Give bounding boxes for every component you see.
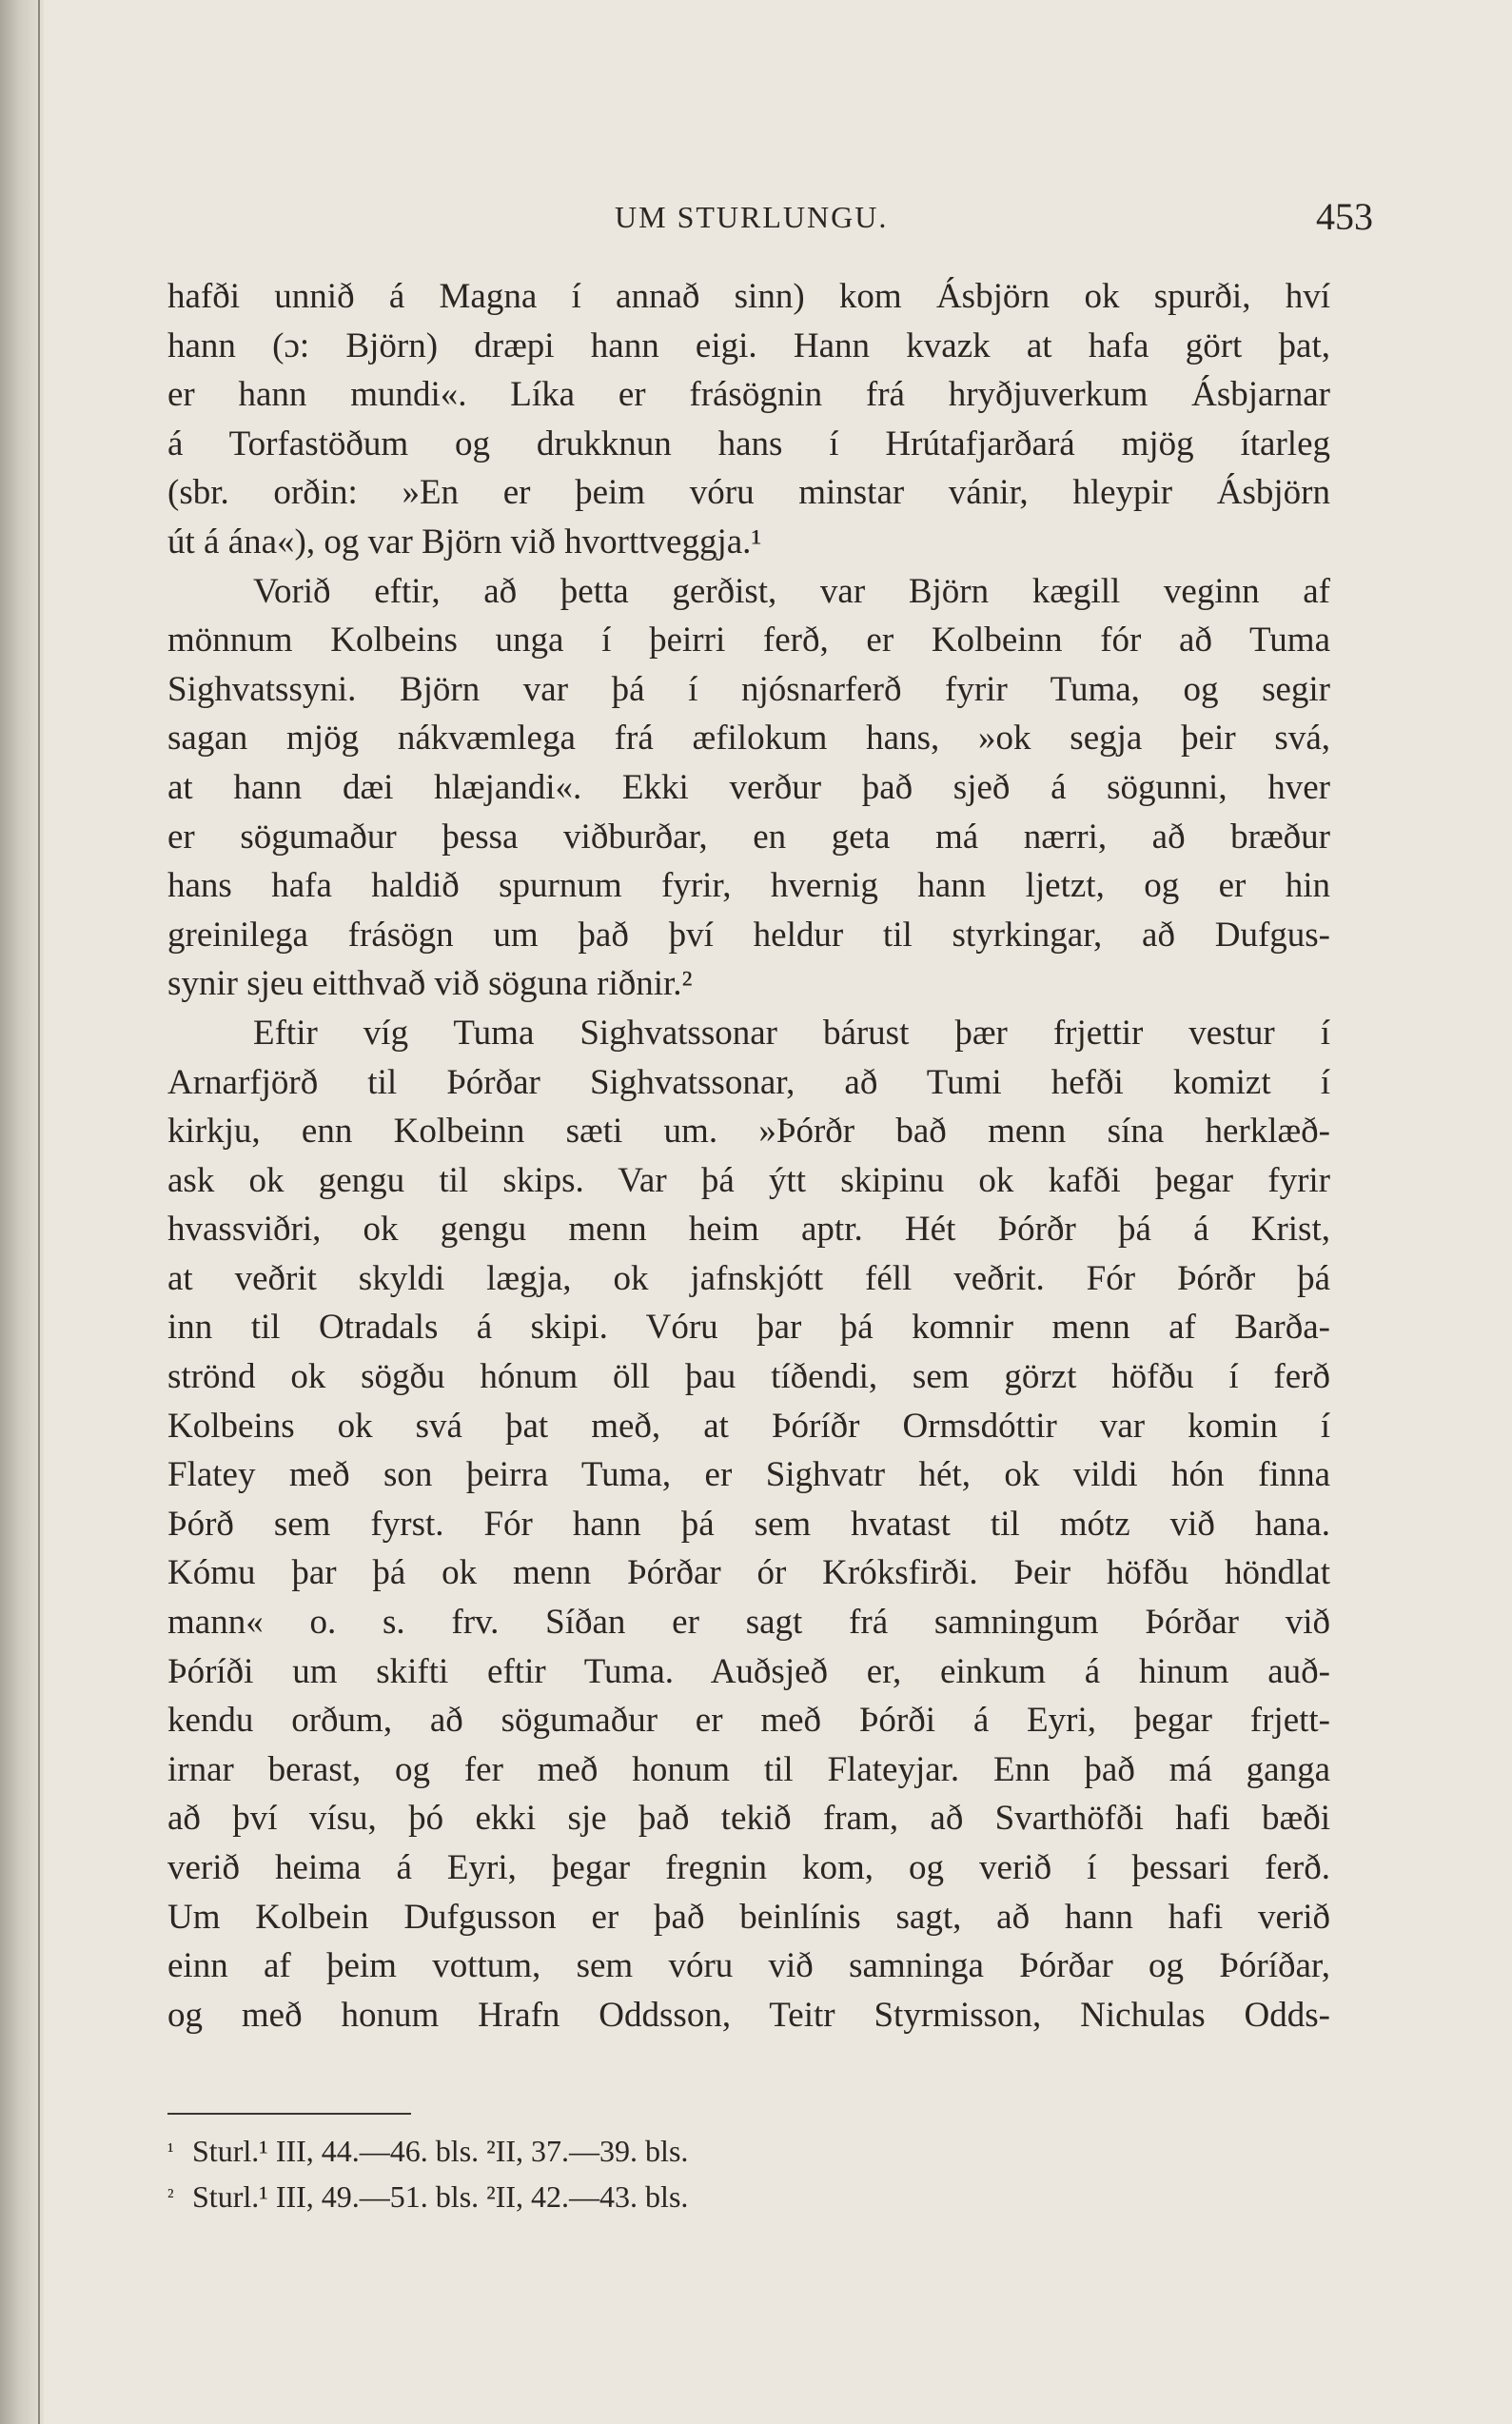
text-line: hafði unnið á Magna í annað sinn) kom Ásbjörn ok spurði, hví [167,277,1330,316]
text-line: Um Kolbein Dufgusson er það beinlínis sagt, að hann hafi verið [167,1897,1330,1937]
text-line: Kolbeins ok svá þat með, at Þóríðr Ormsdóttir var komin í [167,1406,1330,1446]
text-line: út á ána«), og var Björn við hvorttveggja.¹ [167,522,762,562]
page-number: 453 [1316,195,1373,238]
footnote-1 [167,2128,1330,2174]
footnotes [167,2128,1330,2219]
text-line: mann« o. s. frv. Síðan er sagt frá samningum Þórðar við [167,1603,1330,1643]
text-line: strönd ok sögðu hónum öll þau tíðendi, sem görzt höfðu í ferð [167,1357,1330,1397]
text-line: Þóríði um skifti eftir Tuma. Auðsjeð er, einkum á hinum auð- [167,1651,1330,1691]
body-text [167,272,1330,2040]
text-line: að því vísu, þó ekki sje það tekið fram, að Svarthöfði hafi bæði [167,1799,1330,1839]
text-line: kendu orðum, að sögumaður er með Þórði á Eyri, þegar frjett- [167,1701,1330,1741]
running-head: UM STURLUNGU. [615,200,889,234]
text-line: og með honum Hrafn Oddsson, Teitr Styrmisson, Nichulas Odds- [167,1995,1330,2035]
text-line: Kómu þar þá ok menn Þórðar ór Króksfirði. Þeir höfðu höndlat [167,1553,1330,1593]
text-line: er sögumaður þessa viðburðar, en geta má nærri, að bræður [167,817,1330,857]
text-line: einn af þeim vottum, sem vóru við samninga Þórðar og Þóríðar, [167,1946,1330,1986]
text-line: Vorið eftir, að þetta gerðist, var Björn kægill veginn af [253,571,1330,611]
text-line: sagan mjög nákvæmlega frá æfilokum hans, »ok segja þeir svá, [167,719,1330,759]
text-line: ask ok gengu til skips. Var þá ýtt skipinu ok kafði þegar fyrir [167,1160,1330,1200]
text-line: Flatey með son þeirra Tuma, er Sighvatr hét, ok vildi hón finna [167,1455,1330,1495]
text-line: kirkju, enn Kolbeinn sæti um. »Þórðr bað menn sína herklæð- [167,1112,1330,1152]
text-line: at veðrit skyldi lægja, ok jafnskjótt féll veðrit. Fór Þórðr þá [167,1258,1330,1298]
text-line: Sighvatssyni. Björn var þá í njósnarferð fyrir Tuma, og segir [167,669,1330,709]
text-line: greinilega frásögn um það því heldur til styrkingar, að Dufgus- [167,915,1330,955]
footnote-2 [167,2174,1330,2219]
text-line: Þórð sem fyrst. Fór hann þá sem hvatast til mótz við hana. [167,1504,1330,1544]
footnote-text: Sturl.¹ III, 44.—46. bls. ²II, 37.—39. bls. [192,2134,689,2168]
text-line: á Torfastöðum og drukknun hans í Hrútafjarðará mjög ítarleg [167,424,1330,463]
gutter-line [38,0,40,2424]
text-line: Arnarfjörð til Þórðar Sighvatssonar, að Tumi hefði komizt í [167,1062,1330,1102]
text-line: hvassviðri, ok gengu menn heim aptr. Hét Þórðr þá á Krist, [167,1210,1330,1250]
page-header [44,190,1512,247]
footnote-rule [167,2113,411,2115]
footnote-text: Sturl.¹ III, 49.—51. bls. ²II, 42.—43. bls. [192,2179,689,2214]
footnote-mark: ¹ [167,2138,174,2162]
text-line: Eftir víg Tuma Sighvatssonar bárust þær frjettir vestur í [253,1013,1330,1053]
text-line: hann (ɔ: Björn) dræpi hann eigi. Hann kvazk at hafa gört þat, [167,325,1330,365]
text-line: hans hafa haldið spurnum fyrir, hvernig hann ljetzt, og er hin [167,866,1330,906]
text-line: er hann mundi«. Líka er frásögnin frá hryðjuverkum Ásbjarnar [167,375,1330,415]
text-line: irnar berast, og fer með honum til Flateyjar. Enn það má ganga [167,1749,1330,1789]
text-line: (sbr. orðin: »En er þeim vóru minstar vánir, hleypir Ásbjörn [167,473,1330,513]
text-line: inn til Otradals á skipi. Vóru þar þá komnir menn af Barða- [167,1308,1330,1348]
text-line: at hann dæi hlæjandi«. Ekki verður það sjeð á sögunni, hver [167,767,1330,807]
text-line: verið heima á Eyri, þegar fregnin kom, og verið í þessari ferð. [167,1848,1330,1887]
footnote-mark: ² [167,2184,174,2208]
text-line: synir sjeu eitthvað við söguna riðnir.² [167,964,693,1004]
text-line: mönnum Kolbeins unga í þeirri ferð, er Kolbeinn fór að Tuma [167,621,1330,660]
